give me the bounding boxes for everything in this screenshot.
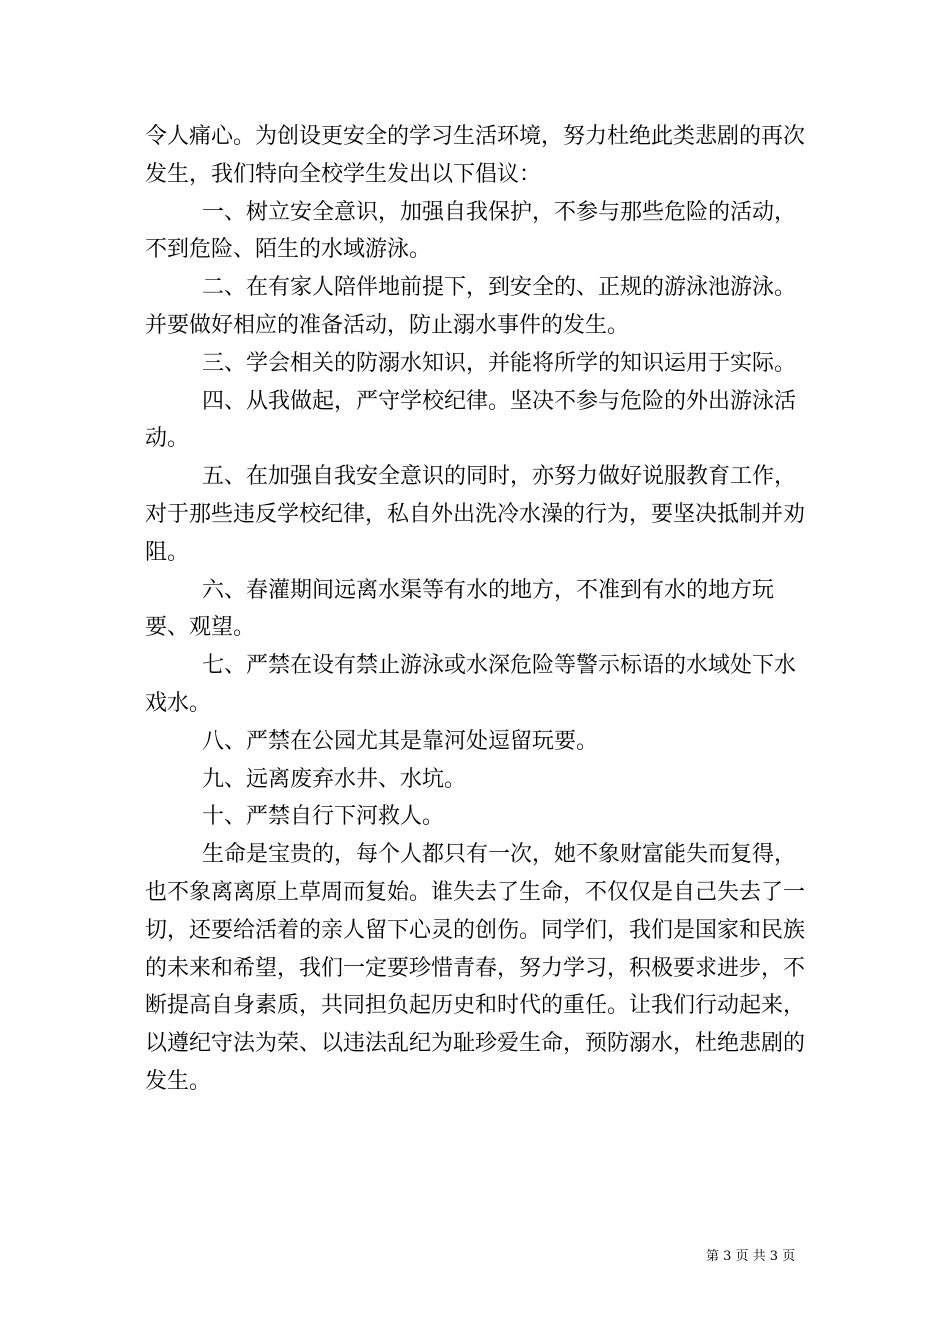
paragraph-item-2: 二、在有家人陪伴地前提下，到安全的、正规的游泳池游泳。并要做好相应的准备活动，防止溺水事件的发生。 [145, 275, 797, 338]
paragraph-item-5: 五、在加强自我安全意识的同时，亦努力做好说服教育工作，对于那些违反学校纪律，私自外出洗冷水澡的行为，要坚决抵制并劝阻。 [145, 464, 806, 565]
paragraph-intro: 令人痛心。为创设更安全的学习生活环境，努力杜绝此类悲剧的再次发生，我们特向全校学生发出以下倡议： [145, 124, 806, 187]
paragraph-item-1: 一、树立安全意识，加强自我保护，不参与那些危险的活动，不到危险、陌生的水域游泳。 [145, 199, 797, 263]
paragraph-item-9: 九、远离废弃水井、水坑。 [202, 766, 467, 792]
paragraph-item-6: 六、春灌期间远离水渠等有水的地方，不准到有水的地方玩要、观望。 [145, 577, 775, 641]
paragraph-conclusion: 生命是宝贵的，每个人都只有一次，她不象财富能失而复得，也不象离离原上草周而复始。谁失去了生命，不仅仅是自己失去了一切，还要给活着的亲人留下心灵的创伤。同学们，我们是国家和民族的未来和希望，我们一定要珍惜青春，努力学习，积极要求进步，不断提高自身素质，共同担负起历史和时代的重任。让我们行动起来，以遵纪守法为荣、以违法乱纪为耻珍爱生命，预防溺水，杜绝悲剧的发生。 [145, 842, 806, 1094]
paragraph-item-10: 十、严禁自行下河救人。 [202, 804, 445, 830]
document-body [145, 118, 815, 1101]
paragraph-item-8: 八、严禁在公园尤其是靠河处逗留玩要。 [202, 728, 599, 754]
paragraph-item-3: 三、学会相关的防溺水知识，并能将所学的知识运用于实际。 [202, 350, 797, 376]
paragraph-item-4: 四、从我做起，严守学校纪律。坚决不参与危险的外出游泳活动。 [145, 388, 797, 452]
paragraph-item-7: 七、严禁在设有禁止游泳或水深危险等警示标语的水域处下水戏水。 [145, 653, 797, 716]
page-number-footer: 第 3 页 共 3 页 [706, 1249, 796, 1264]
